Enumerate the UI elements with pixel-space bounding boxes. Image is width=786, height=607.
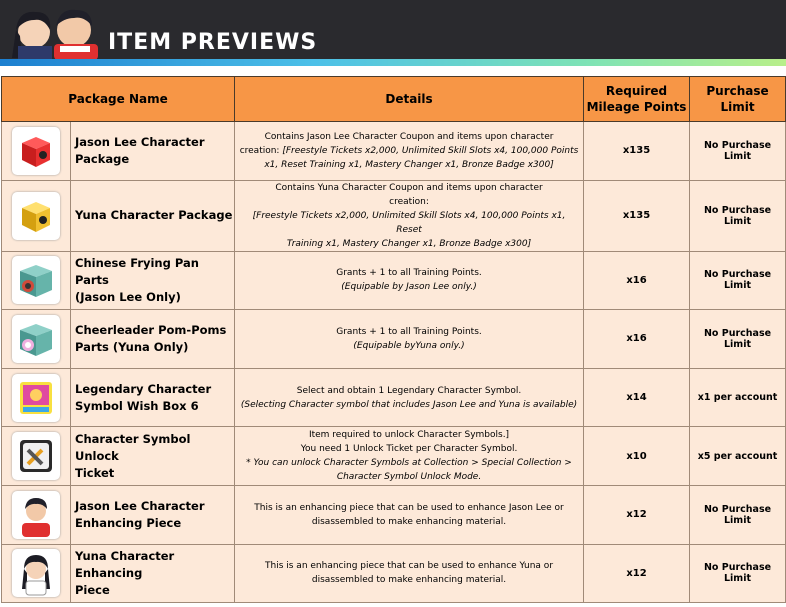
col-details: Details — [235, 77, 584, 122]
mileage-points: x10 — [584, 427, 690, 486]
purchase-limit: No Purchase Limit — [690, 485, 786, 544]
purchase-limit: No Purchase Limit — [690, 310, 786, 369]
banner-stripe — [0, 59, 786, 66]
purchase-limit: No Purchase Limit — [690, 122, 786, 181]
package-name: Jason Lee Character Enhancing Piece — [71, 485, 235, 544]
package-name: Cheerleader Pom-Poms Parts (Yuna Only) — [71, 310, 235, 369]
mileage-points: x14 — [584, 368, 690, 427]
col-limit-line1: Purchase — [706, 84, 769, 98]
package-details: Grants + 1 to all Training Points. (Equipable byYuna only.) — [235, 310, 584, 369]
teal-box-pom-poms-icon — [12, 315, 60, 363]
table-row — [2, 122, 786, 181]
mileage-points: x135 — [584, 180, 690, 251]
legendary-symbol-box-icon — [12, 374, 60, 422]
purchase-limit: No Purchase Limit — [690, 251, 786, 310]
unlock-ticket-tools-icon — [12, 432, 60, 480]
items-table — [1, 76, 786, 603]
package-name: Yuna Character Enhancing Piece — [71, 544, 235, 603]
package-name: Legendary Character Symbol Wish Box 6 — [71, 368, 235, 427]
package-details: This is an enhancing piece that can be used to enhance Jason Lee or disassembled to make enhancing material. — [235, 485, 584, 544]
mileage-points: x16 — [584, 251, 690, 310]
package-details: Select and obtain 1 Legendary Character Symbol. (Selecting Character symbol that includes Jason Lee and Yuna is available) — [235, 368, 584, 427]
col-package-name: Package Name — [2, 77, 235, 122]
mileage-points: x135 — [584, 122, 690, 181]
table-row — [2, 251, 786, 310]
yuna-avatar-icon — [12, 549, 60, 597]
package-details: This is an enhancing piece that can be used to enhance Yuna or disassembled to make enhancing material. — [235, 544, 584, 603]
mileage-points: x16 — [584, 310, 690, 369]
table-header-row — [2, 77, 786, 122]
purchase-limit: x5 per account — [690, 427, 786, 486]
table-row — [2, 544, 786, 603]
teal-box-frying-pan-icon — [12, 256, 60, 304]
package-details: Grants + 1 to all Training Points. (Equipable by Jason Lee only.) — [235, 251, 584, 310]
jason-lee-avatar-icon — [12, 491, 60, 539]
mascots-icon — [4, 2, 104, 60]
purchase-limit: x1 per account — [690, 368, 786, 427]
table-row — [2, 310, 786, 369]
package-name: Character Symbol Unlock Ticket — [71, 427, 235, 486]
purchase-limit: No Purchase Limit — [690, 180, 786, 251]
col-limit — [690, 77, 786, 122]
col-limit-line2: Limit — [720, 100, 755, 114]
page-title: ITEM PREVIEWS — [108, 30, 318, 55]
package-name: Jason Lee Character Package — [71, 122, 235, 181]
package-details: Item required to unlock Character Symbols.] You need 1 Unlock Ticket per Character Symbol. * You can unlock Character Symbols at Collection > Special Collection > Character Symbol Unlock Mode. — [235, 427, 584, 486]
table-row — [2, 485, 786, 544]
red-box-icon — [12, 127, 60, 175]
col-mileage — [584, 77, 690, 122]
package-details: Contains Jason Lee Character Coupon and items upon character creation: [Freestyle Tickets x2,000, Unlimited Skill Slots x4, 100,000 Points x1, Reset Training x1, Mastery Changer x1, Bronze Badge x300] — [235, 122, 584, 181]
mileage-points: x12 — [584, 485, 690, 544]
col-mileage-line1: Required — [605, 84, 668, 98]
package-details: Contains Yuna Character Coupon and items upon character creation: [Freestyle Tickets x2,000, Unlimited Skill Slots x4, 100,000 Points x1, Reset Training x1, Mastery Changer x1, Bronze Badge x300] — [235, 180, 584, 251]
table-row — [2, 427, 786, 486]
table-row — [2, 368, 786, 427]
col-mileage-line2: Mileage Points — [586, 100, 687, 114]
header-banner — [0, 0, 786, 66]
package-name: Yuna Character Package — [71, 180, 235, 251]
package-name: Chinese Frying Pan Parts (Jason Lee Only) — [71, 251, 235, 310]
purchase-limit: No Purchase Limit — [690, 544, 786, 603]
yellow-box-icon — [12, 192, 60, 240]
table-row — [2, 180, 786, 251]
mileage-points: x12 — [584, 544, 690, 603]
